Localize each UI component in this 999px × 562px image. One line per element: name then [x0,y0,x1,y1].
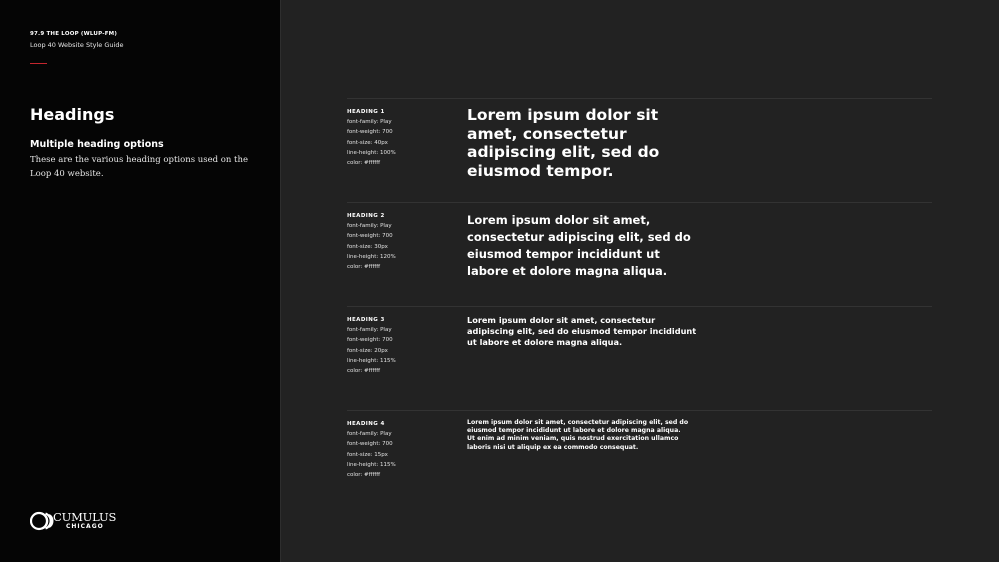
spec-line: font-size: 40px [347,139,388,146]
row-divider [347,98,932,99]
spec-line: line-height: 115% [347,357,396,364]
heading-row-4 [347,410,932,514]
logo-name: CUMULUS [53,510,117,524]
heading-spec [347,315,457,376]
spec-line: color: #ffffff [347,160,381,167]
spec-line: color: #ffffff [347,264,381,271]
spec-title: HEADING 2 [347,213,385,219]
spec-line: color: #ffffff [347,368,381,375]
spec-line: font-size: 20px [347,347,388,354]
spec-title: HEADING 1 [347,109,385,115]
guide-name: Loop 40 Website Style Guide [30,41,124,49]
section-subtitle: Multiple heading options [30,139,164,150]
row-divider [347,410,932,411]
logo-city: CHICAGO [66,523,104,530]
heading-sample: Lorem ipsum dolor sit amet, consectetur adipiscing elit, sed do eiusmod tempor incididunt ut labore et dolore magna aliqua. [467,213,691,278]
spec-line: font-size: 30px [347,243,388,250]
accent-divider [30,63,47,64]
spec-line: font-weight: 700 [347,233,393,240]
section-title: Headings [30,105,115,124]
spec-line: font-weight: 700 [347,441,393,448]
section-description: These are the various heading options used on the Loop 40 website. [30,155,248,179]
spec-line: font-family: Play [347,223,392,230]
spec-line: line-height: 100% [347,149,396,156]
heading-spec [347,419,457,480]
heading-sample: Lorem ipsum dolor sit amet, consectetur adipiscing elit, sed do eiusmod tempor. [467,106,660,180]
sidebar [0,0,281,562]
heading-sample: Lorem ipsum dolor sit amet, consectetur adipiscing elit, sed do eiusmod tempor incididunt ut labore et dolore magna aliqua. [467,315,697,347]
spec-line: line-height: 120% [347,253,396,260]
spec-line: font-weight: 700 [347,129,393,136]
heading-spec [347,211,457,272]
heading-row-3 [347,306,932,410]
heading-spec [347,107,457,168]
row-divider [347,306,932,307]
row-divider [347,202,932,203]
station-name: 97.9 THE LOOP (WLUP-FM) [30,31,118,37]
spec-line: line-height: 115% [347,461,396,468]
heading-row-2 [347,202,932,306]
spec-line: font-family: Play [347,119,392,126]
spec-title: HEADING 3 [347,317,385,323]
spec-line: font-size: 15px [347,451,388,458]
cumulus-logo [30,508,120,534]
spec-title: HEADING 4 [347,421,385,427]
heading-row-1 [347,98,932,202]
spec-line: font-family: Play [347,327,392,334]
spec-line: font-family: Play [347,431,392,438]
spec-line: font-weight: 700 [347,337,393,344]
spec-line: color: #ffffff [347,472,381,479]
heading-sample: Lorem ipsum dolor sit amet, consectetur adipiscing elit, sed do eiusmod tempor incididunt ut labore et dolore magna aliqua. Ut enim ad minim veniam, quis nostrud exercitation ullamco laboris nisi ut aliquip ex ea commodo consequat. [467,419,689,451]
cumulus-arcs-icon [30,509,54,533]
